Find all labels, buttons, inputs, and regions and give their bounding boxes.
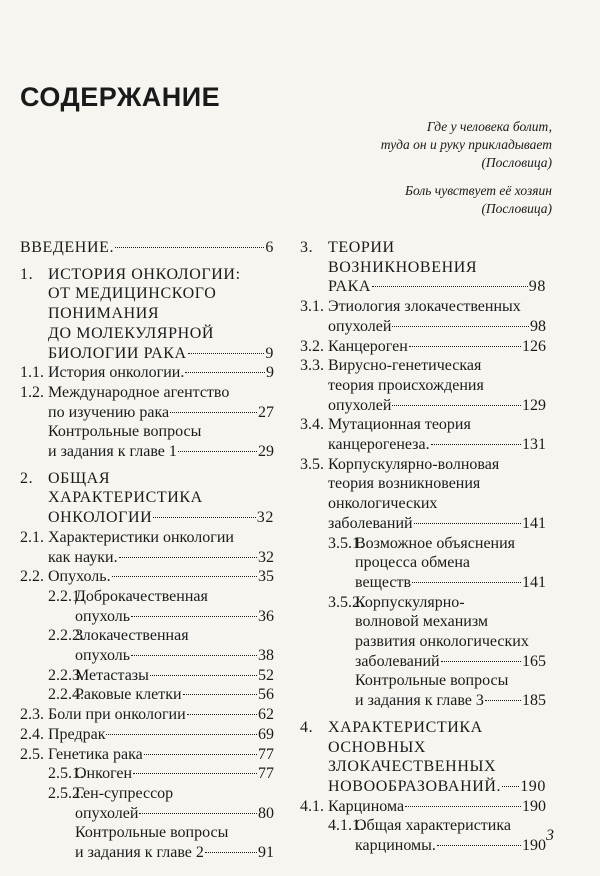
toc-entry-line xyxy=(48,442,274,462)
toc-entry-text: Контрольные вопросы xyxy=(48,423,202,441)
toc-entry-text: и задания к главе 1 xyxy=(48,443,177,461)
leader-dots xyxy=(409,345,521,347)
toc-entry-text: Общая характеристика xyxy=(355,817,511,835)
toc-entry-title xyxy=(300,238,546,297)
leader-dots xyxy=(502,785,519,787)
toc-entry-line xyxy=(328,777,546,797)
toc-page-number: 141 xyxy=(522,514,546,532)
toc-entry-text: опухоль xyxy=(75,607,131,625)
toc-page-number: 6 xyxy=(265,239,274,256)
toc-entry-text: Контрольные вопросы xyxy=(355,672,509,690)
toc-entry xyxy=(20,265,274,364)
toc-entry-text: ОСНОВНЫХ xyxy=(328,738,427,756)
leader-dots xyxy=(372,285,528,287)
toc-entry-text: Возможное объяснения xyxy=(355,534,516,552)
leader-dots xyxy=(188,352,265,354)
toc-entry-title xyxy=(20,725,274,745)
toc-entry-line xyxy=(75,804,274,824)
toc-entry-line xyxy=(48,745,274,765)
toc-entry-line xyxy=(48,508,274,528)
toc-entry-number: 2.2. xyxy=(20,568,44,586)
toc-entry xyxy=(300,415,546,454)
toc-entry-line xyxy=(328,356,546,376)
toc-entry-text: Ген-супрессор xyxy=(75,784,174,802)
toc-entry xyxy=(20,823,274,862)
toc-entry-line xyxy=(75,784,274,804)
toc-entry-text: Доброкачественная xyxy=(75,587,208,605)
toc-entry-number: 2.5. xyxy=(20,745,44,763)
toc-entry-text: ОБЩАЯ xyxy=(48,469,111,487)
toc-entry-title xyxy=(300,337,546,357)
toc-entry-text: по изучению рака xyxy=(48,403,170,421)
toc-entry-text: РАКА xyxy=(328,278,372,296)
toc-entry-line xyxy=(75,607,274,627)
toc-page-number: 32 xyxy=(258,548,274,566)
toc-entry-text: ТЕОРИИ xyxy=(328,239,395,256)
toc-entry xyxy=(300,797,546,817)
leader-dots xyxy=(187,713,257,715)
toc-page-number: 126 xyxy=(522,337,546,355)
toc-entry-text: опухоль xyxy=(75,647,131,665)
toc-page-number: 98 xyxy=(528,278,546,296)
toc-entry-text: опухолей xyxy=(328,317,392,335)
leader-dots xyxy=(131,615,257,617)
toc-entry-text: процесса обмена xyxy=(355,554,470,572)
toc-entry xyxy=(20,725,274,745)
toc-entry-text: ХАРАКТЕРИСТИКА xyxy=(48,489,203,507)
toc-entry-line xyxy=(328,317,546,337)
epigraph-line: (Пословица) xyxy=(481,155,552,170)
toc-entry-number: 3.5.2. xyxy=(328,593,364,611)
leader-dots xyxy=(115,246,264,248)
toc-entry-line xyxy=(48,567,274,587)
toc-entry-title xyxy=(300,356,546,415)
toc-entry xyxy=(20,422,274,461)
toc-entry-number: 4.1. xyxy=(300,797,324,815)
toc-entry-text: Генетика рака xyxy=(48,745,143,763)
toc-column-left xyxy=(20,238,274,863)
toc-entry-line xyxy=(328,514,546,534)
leader-dots xyxy=(153,516,255,518)
leader-dots xyxy=(405,805,521,807)
toc-entry-text: Международное агентство xyxy=(48,383,230,401)
toc-entry-line xyxy=(328,494,546,514)
toc-page-number: 91 xyxy=(258,844,274,862)
toc-entry-text: Корпускулярно-волновая xyxy=(328,455,500,473)
toc-entry-text: как науки. xyxy=(48,548,118,566)
toc-entry xyxy=(300,718,546,797)
toc-entry-text: развития онкологических xyxy=(355,633,529,651)
toc-entry-line xyxy=(355,612,546,632)
toc-entry-line xyxy=(75,843,274,863)
toc-entry-number: 2.2.2. xyxy=(48,627,84,645)
toc-entry-text: заболеваний xyxy=(355,652,440,670)
toc-entry-line xyxy=(328,415,546,435)
toc-entry xyxy=(300,816,546,855)
toc-entry-text: История онкологии. xyxy=(48,364,185,382)
toc-entry-line xyxy=(48,265,274,285)
toc-entry-number: 3.5.1. xyxy=(328,534,364,552)
toc-entry-number: 4. xyxy=(300,718,314,736)
toc-entry-line xyxy=(355,534,546,554)
toc-entry-text: Корпускулярно- xyxy=(355,593,465,611)
toc-entry-number: 2.1. xyxy=(20,528,44,546)
toc-entry-number: 2.5.2. xyxy=(48,784,84,802)
leader-dots xyxy=(431,443,521,445)
toc-entry-text: ОТ МЕДИЦИНСКОГО xyxy=(48,285,217,303)
toc-entry-line xyxy=(48,324,274,344)
toc-entry xyxy=(300,297,546,336)
leader-dots xyxy=(183,693,257,695)
toc-entry xyxy=(300,671,546,710)
toc-entry xyxy=(20,567,274,587)
toc-entry-line xyxy=(328,474,546,494)
toc-entry-line xyxy=(75,626,274,646)
toc-entry-text: Опухоль. xyxy=(48,568,111,586)
toc-entry-line xyxy=(48,304,274,324)
toc-entry xyxy=(20,469,274,528)
leader-dots xyxy=(441,660,521,662)
toc-entry-number: 3.2. xyxy=(300,337,324,355)
leader-dots xyxy=(392,325,529,327)
toc-entry-title xyxy=(20,238,274,258)
toc-entry-number: 1.2. xyxy=(20,383,44,401)
leader-dots xyxy=(112,575,257,577)
toc-page-number: 190 xyxy=(522,797,546,815)
toc-entry-line xyxy=(355,836,546,856)
toc-page-number: 36 xyxy=(258,607,274,625)
toc-entry-text: Предрак xyxy=(48,725,106,743)
toc-entry-text: опухолей xyxy=(328,396,392,414)
page-title: СОДЕРЖАНИЕ xyxy=(20,82,221,112)
epigraph-line: Боль чувствует её хозяин xyxy=(404,183,552,198)
toc-page-number: 190 xyxy=(522,837,546,855)
toc-entry xyxy=(20,685,274,705)
toc-entry-text: ВВЕДЕНИЕ. xyxy=(20,239,115,256)
toc-page-number: 98 xyxy=(530,317,546,335)
toc-entry-line xyxy=(20,238,274,258)
toc-entry-line xyxy=(48,363,274,383)
toc-entry-text: заболеваний xyxy=(328,514,413,532)
toc-entry xyxy=(20,666,274,686)
toc-entry-line xyxy=(355,553,546,573)
toc-entry-line xyxy=(328,718,546,738)
toc-entry-number: 3.4. xyxy=(300,416,324,434)
toc-entry-line xyxy=(75,823,274,843)
toc-entry-line xyxy=(355,632,546,652)
toc-entry-line xyxy=(355,573,546,593)
toc-entry-line xyxy=(328,738,546,758)
toc-entry-title xyxy=(20,265,274,364)
toc-entry-title xyxy=(300,797,546,817)
toc-entry-text: НОВООБРАЗОВАНИЙ. xyxy=(328,777,502,795)
toc-entry-title xyxy=(20,469,274,528)
toc-entry-text: веществ xyxy=(355,573,412,591)
toc-entry-text: и задания к главе 2 xyxy=(75,844,204,862)
toc-entry-line xyxy=(48,488,274,508)
toc-entry-line xyxy=(328,238,546,258)
leader-dots xyxy=(205,851,257,853)
toc-entry-title xyxy=(300,671,546,710)
epigraph xyxy=(222,118,552,172)
toc-page-number: 27 xyxy=(258,403,274,421)
toc-entry xyxy=(300,238,546,297)
toc-entry-number: 2.4. xyxy=(20,725,44,743)
toc-entry-text: ЗЛОКАЧЕСТВЕННЫХ xyxy=(328,758,497,776)
toc-entry-text: канцерогенеза. xyxy=(328,436,430,454)
toc-entry xyxy=(20,528,274,567)
toc-page-number: 9 xyxy=(266,364,274,382)
toc-entry-text: карциномы. xyxy=(355,837,436,855)
toc-page-number: 38 xyxy=(258,647,274,665)
leader-dots xyxy=(106,733,257,735)
toc-entry-line xyxy=(328,797,546,817)
toc-entry-line xyxy=(328,337,546,357)
epigraph-block xyxy=(222,118,552,228)
toc-entry-text: Метастазы xyxy=(75,666,149,684)
toc-entry-line xyxy=(328,757,546,777)
toc-entry-title xyxy=(20,705,274,725)
leader-dots xyxy=(414,522,521,524)
leader-dots xyxy=(412,581,521,583)
toc-entry-text: ХАРАКТЕРИСТИКА xyxy=(328,718,483,736)
toc-entry xyxy=(20,745,274,765)
toc-entry-text: Мутационная теория xyxy=(328,416,471,434)
toc-page-number: 32 xyxy=(256,509,274,527)
toc-entry-line xyxy=(328,277,546,297)
toc-entry-line xyxy=(328,455,546,475)
toc-page-number: 29 xyxy=(258,443,274,461)
toc-entry xyxy=(300,455,546,534)
toc-entry-line xyxy=(48,403,274,423)
toc-entry-text: Вирусно-генетическая xyxy=(328,357,482,375)
toc-entry-line xyxy=(75,666,274,686)
toc-entry-number: 2.2.1. xyxy=(48,587,84,605)
toc-entry-title xyxy=(20,567,274,587)
toc-entry-number: 3.1. xyxy=(300,298,324,316)
toc-page-number: 77 xyxy=(258,765,274,783)
toc-entry-text: ИСТОРИЯ ОНКОЛОГИИ: xyxy=(48,265,241,283)
toc-entry-number: 3.5. xyxy=(300,455,324,473)
leader-dots xyxy=(150,674,257,676)
toc-entry xyxy=(20,705,274,725)
toc-entry-text: ОНКОЛОГИИ xyxy=(48,509,153,527)
epigraph-line: Где у человека болит, xyxy=(426,119,552,134)
toc-entry-number: 1. xyxy=(20,265,34,283)
toc-entry-number: 3.3. xyxy=(300,357,324,375)
toc-page-number: 62 xyxy=(258,706,274,724)
toc-entry-line xyxy=(355,691,546,711)
toc-entry-title xyxy=(300,297,546,336)
toc-page-number: 69 xyxy=(258,725,274,743)
toc-entry-line xyxy=(355,593,546,613)
toc-entry-text: опухолей xyxy=(75,804,139,822)
leader-dots xyxy=(485,699,521,701)
toc-entry xyxy=(300,534,546,593)
toc-entry-text: Характеристики онкологии xyxy=(48,528,234,546)
toc-entry-text: ВОЗНИКНОВЕНИЯ xyxy=(328,258,478,276)
toc-entry-title xyxy=(300,455,546,534)
toc-page-number: 80 xyxy=(258,804,274,822)
toc-entry-text: онкологических xyxy=(328,495,438,513)
toc-entry-line xyxy=(48,705,274,725)
toc-entry-line xyxy=(75,764,274,784)
toc-entry xyxy=(300,593,546,672)
toc-entry-line xyxy=(48,528,274,548)
toc-entry-title xyxy=(300,718,546,797)
leader-dots xyxy=(119,556,257,558)
toc-entry-text: БИОЛОГИИ РАКА xyxy=(48,344,187,362)
leader-dots xyxy=(170,411,257,413)
toc-entry-title xyxy=(20,745,274,765)
toc-page-number: 190 xyxy=(520,777,546,795)
toc-entry-text: Боли при онкологии xyxy=(48,706,186,724)
toc-page-number: 129 xyxy=(522,396,546,414)
toc-entry xyxy=(20,764,274,784)
toc-entry-line xyxy=(48,725,274,745)
toc-entry-text: ПОНИМАНИЯ xyxy=(48,305,160,323)
toc-entry xyxy=(20,363,274,383)
toc-entry-text: Канцероген xyxy=(328,337,408,355)
toc-entry-line xyxy=(355,816,546,836)
toc-entry xyxy=(20,238,274,258)
toc-entry xyxy=(20,383,274,422)
toc-entry xyxy=(300,356,546,415)
toc-entry-title xyxy=(300,415,546,454)
toc-entry-number: 4.1.1. xyxy=(328,817,364,835)
toc-entry xyxy=(20,626,274,665)
toc-entry-text: Злокачественная xyxy=(75,627,189,645)
toc-entry-line xyxy=(48,344,274,364)
toc-entry-line xyxy=(48,383,274,403)
leader-dots xyxy=(185,371,265,373)
leader-dots xyxy=(392,404,521,406)
toc-page-number: 131 xyxy=(522,436,546,454)
toc-entry xyxy=(300,337,546,357)
toc-entry-line xyxy=(48,548,274,568)
leader-dots xyxy=(131,654,257,656)
toc-page-number: 56 xyxy=(258,686,274,704)
toc-entry-text: Карцинома xyxy=(328,797,405,815)
epigraph-line: (Пословица) xyxy=(481,201,552,216)
toc-entry-title xyxy=(20,363,274,383)
toc-entry-line xyxy=(48,469,274,489)
toc-entry xyxy=(20,784,274,823)
epigraph xyxy=(222,182,552,218)
toc-entry-number: 2.2.4. xyxy=(48,686,84,704)
toc-entry-title xyxy=(20,528,274,567)
toc-entry-number: 1.1. xyxy=(20,364,44,382)
leader-dots xyxy=(437,844,521,846)
toc-entry-number: 2. xyxy=(20,469,34,487)
toc-column-right xyxy=(300,238,546,856)
toc-page-number: 77 xyxy=(258,745,274,763)
toc-entry-text: Раковые клетки xyxy=(75,686,182,704)
toc-entry-text: теория возникновения xyxy=(328,475,481,493)
toc-page-number: 185 xyxy=(522,692,546,710)
toc-entry-text: теория происхождения xyxy=(328,376,484,394)
leader-dots xyxy=(133,772,257,774)
toc-entry-line xyxy=(75,646,274,666)
toc-entry-text: Онкоген xyxy=(75,765,133,783)
toc-entry-line xyxy=(355,652,546,672)
toc-entry-number: 2.2.3. xyxy=(48,666,84,684)
toc-page-number: 35 xyxy=(258,568,274,586)
leader-dots xyxy=(139,812,257,814)
toc-entry-number: 2.5.1. xyxy=(48,765,84,783)
toc-entry-number: 3. xyxy=(300,239,314,256)
leader-dots xyxy=(178,450,257,452)
toc-entry-line xyxy=(355,671,546,691)
toc-page-number: 141 xyxy=(522,573,546,591)
toc-entry-text: волновой механизм xyxy=(355,613,489,631)
toc-entry-line xyxy=(48,284,274,304)
toc-page-number: 9 xyxy=(265,344,274,362)
toc-entry-text: Контрольные вопросы xyxy=(75,824,229,842)
toc-entry-line xyxy=(328,435,546,455)
toc-entry-line xyxy=(75,587,274,607)
toc-entry-line xyxy=(328,376,546,396)
toc-entry-title xyxy=(20,383,274,422)
toc-entry xyxy=(20,587,274,626)
toc-entry-line xyxy=(75,685,274,705)
toc-entry-text: ДО МОЛЕКУЛЯРНОЙ xyxy=(48,324,215,342)
toc-entry-line xyxy=(48,422,274,442)
toc-entry-line xyxy=(328,396,546,416)
toc-page-number: 165 xyxy=(522,652,546,670)
toc-page-number: 52 xyxy=(258,666,274,684)
toc-entry-title xyxy=(20,823,274,862)
toc-entry-text: и задания к главе 3 xyxy=(355,692,484,710)
toc-entry-number: 2.3. xyxy=(20,706,44,724)
page-number: 3 xyxy=(546,827,554,844)
toc-entry-title xyxy=(20,422,274,461)
leader-dots xyxy=(144,753,257,755)
toc-entry-line xyxy=(328,258,546,278)
toc-entry-line xyxy=(328,297,546,317)
toc-entry-text: Этиология злокачественных xyxy=(328,298,521,316)
epigraph-line: туда он и руку прикладывает xyxy=(380,137,552,152)
